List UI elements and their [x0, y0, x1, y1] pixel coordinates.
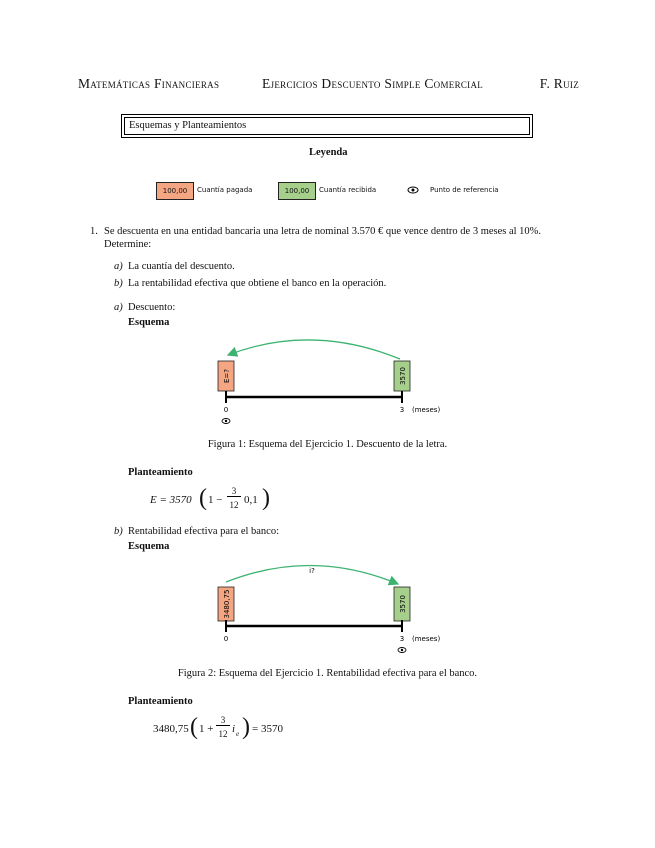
item-b-marker: b): [114, 278, 123, 289]
eye-icon: [407, 186, 419, 194]
formula-rhs: = 3570: [252, 723, 283, 735]
tick-label-0: 0: [223, 406, 229, 414]
legend-paid-label: Cuantía pagada: [197, 186, 253, 194]
part-a-approach-label: Planteamiento: [128, 467, 193, 478]
formula-lhs: 3480,75: [153, 723, 189, 735]
unit-label: (meses): [412, 406, 441, 414]
part-a-scheme-label: Esquema: [128, 317, 170, 328]
legend-title: Leyenda: [309, 147, 348, 158]
part-b-diagram: [200, 560, 460, 658]
problem-statement: Se descuenta en una entidad bancaria una letra de nominal 3.570 € que vence dentro de 3 meses al 10%.: [104, 226, 542, 237]
part-b-scheme-label: Esquema: [128, 541, 170, 552]
header-course: Matemáticas Financieras: [78, 76, 220, 91]
legend-received-label: Cuantía recibida: [319, 186, 377, 194]
formula-one: 1 +: [199, 723, 214, 735]
formula-paren-close: ): [242, 714, 250, 740]
section-title: Esquemas y Planteamientos: [124, 117, 530, 135]
section-title-box: [121, 114, 533, 138]
part-a-formula: [150, 486, 310, 514]
formula-num: 3: [227, 486, 241, 497]
part-b-title: Rentabilidad efectiva para el banco:: [128, 526, 280, 537]
formula-paren-open: (: [199, 485, 207, 511]
formula-sub: e: [236, 730, 240, 738]
header-author: F. Ruiz: [539, 76, 579, 91]
header-topic: Ejercicios Descuento Simple Comercial: [262, 76, 484, 91]
problem-number: 1.: [90, 226, 98, 237]
part-a-marker: a): [114, 302, 123, 313]
part-a-diagram: [200, 335, 460, 430]
received-box-label: 3570: [399, 595, 407, 613]
unit-label: (meses): [412, 635, 441, 643]
part-a-title: Descuento:: [128, 302, 176, 313]
formula-den: 12: [229, 500, 239, 510]
legend-paid-swatch: 100,00: [156, 182, 194, 200]
page-header: [78, 76, 579, 94]
formula-rate: 0,1: [244, 494, 258, 506]
received-box-label: 3570: [399, 367, 407, 385]
paid-box-label: E=?: [223, 368, 231, 384]
legend-received-swatch: 100,00: [278, 182, 316, 200]
formula-var: i: [232, 723, 236, 735]
item-a-text: La cuantía del descuento.: [128, 261, 235, 272]
formula-paren-close: ): [262, 485, 270, 511]
part-b-marker: b): [114, 526, 123, 537]
tick-label-3: 3: [399, 406, 405, 414]
eye-icon: [222, 419, 230, 424]
item-a-marker: a): [114, 261, 123, 272]
formula-lhs: E = 3570: [150, 494, 192, 506]
tick-label-3: 3: [399, 635, 405, 643]
figure-1-caption: Figura 1: Esquema del Ejercicio 1. Descuento de la letra.: [207, 439, 448, 450]
arrow-discount: [228, 340, 400, 359]
tick-label-0: 0: [223, 635, 229, 643]
problem-determine: Determine:: [104, 239, 152, 250]
part-b-approach-label: Planteamiento: [128, 696, 193, 707]
item-b-text: La rentabilidad efectiva que obtiene el banco en la operación.: [128, 278, 387, 289]
eye-icon: [398, 648, 406, 653]
legend-reference-label: Punto de referencia: [430, 186, 499, 194]
formula-paren-open: (: [190, 714, 198, 740]
figure-2-caption: Figura 2: Esquema del Ejercicio 1. Rentabilidad efectiva para el banco.: [177, 668, 478, 679]
part-b-formula: [150, 714, 330, 744]
arrow-label: i?: [309, 567, 315, 575]
formula-den: 12: [218, 729, 228, 739]
paid-box-label: 3480,75: [223, 589, 231, 619]
formula-num: 3: [216, 715, 230, 726]
formula-one: 1 −: [208, 494, 223, 506]
